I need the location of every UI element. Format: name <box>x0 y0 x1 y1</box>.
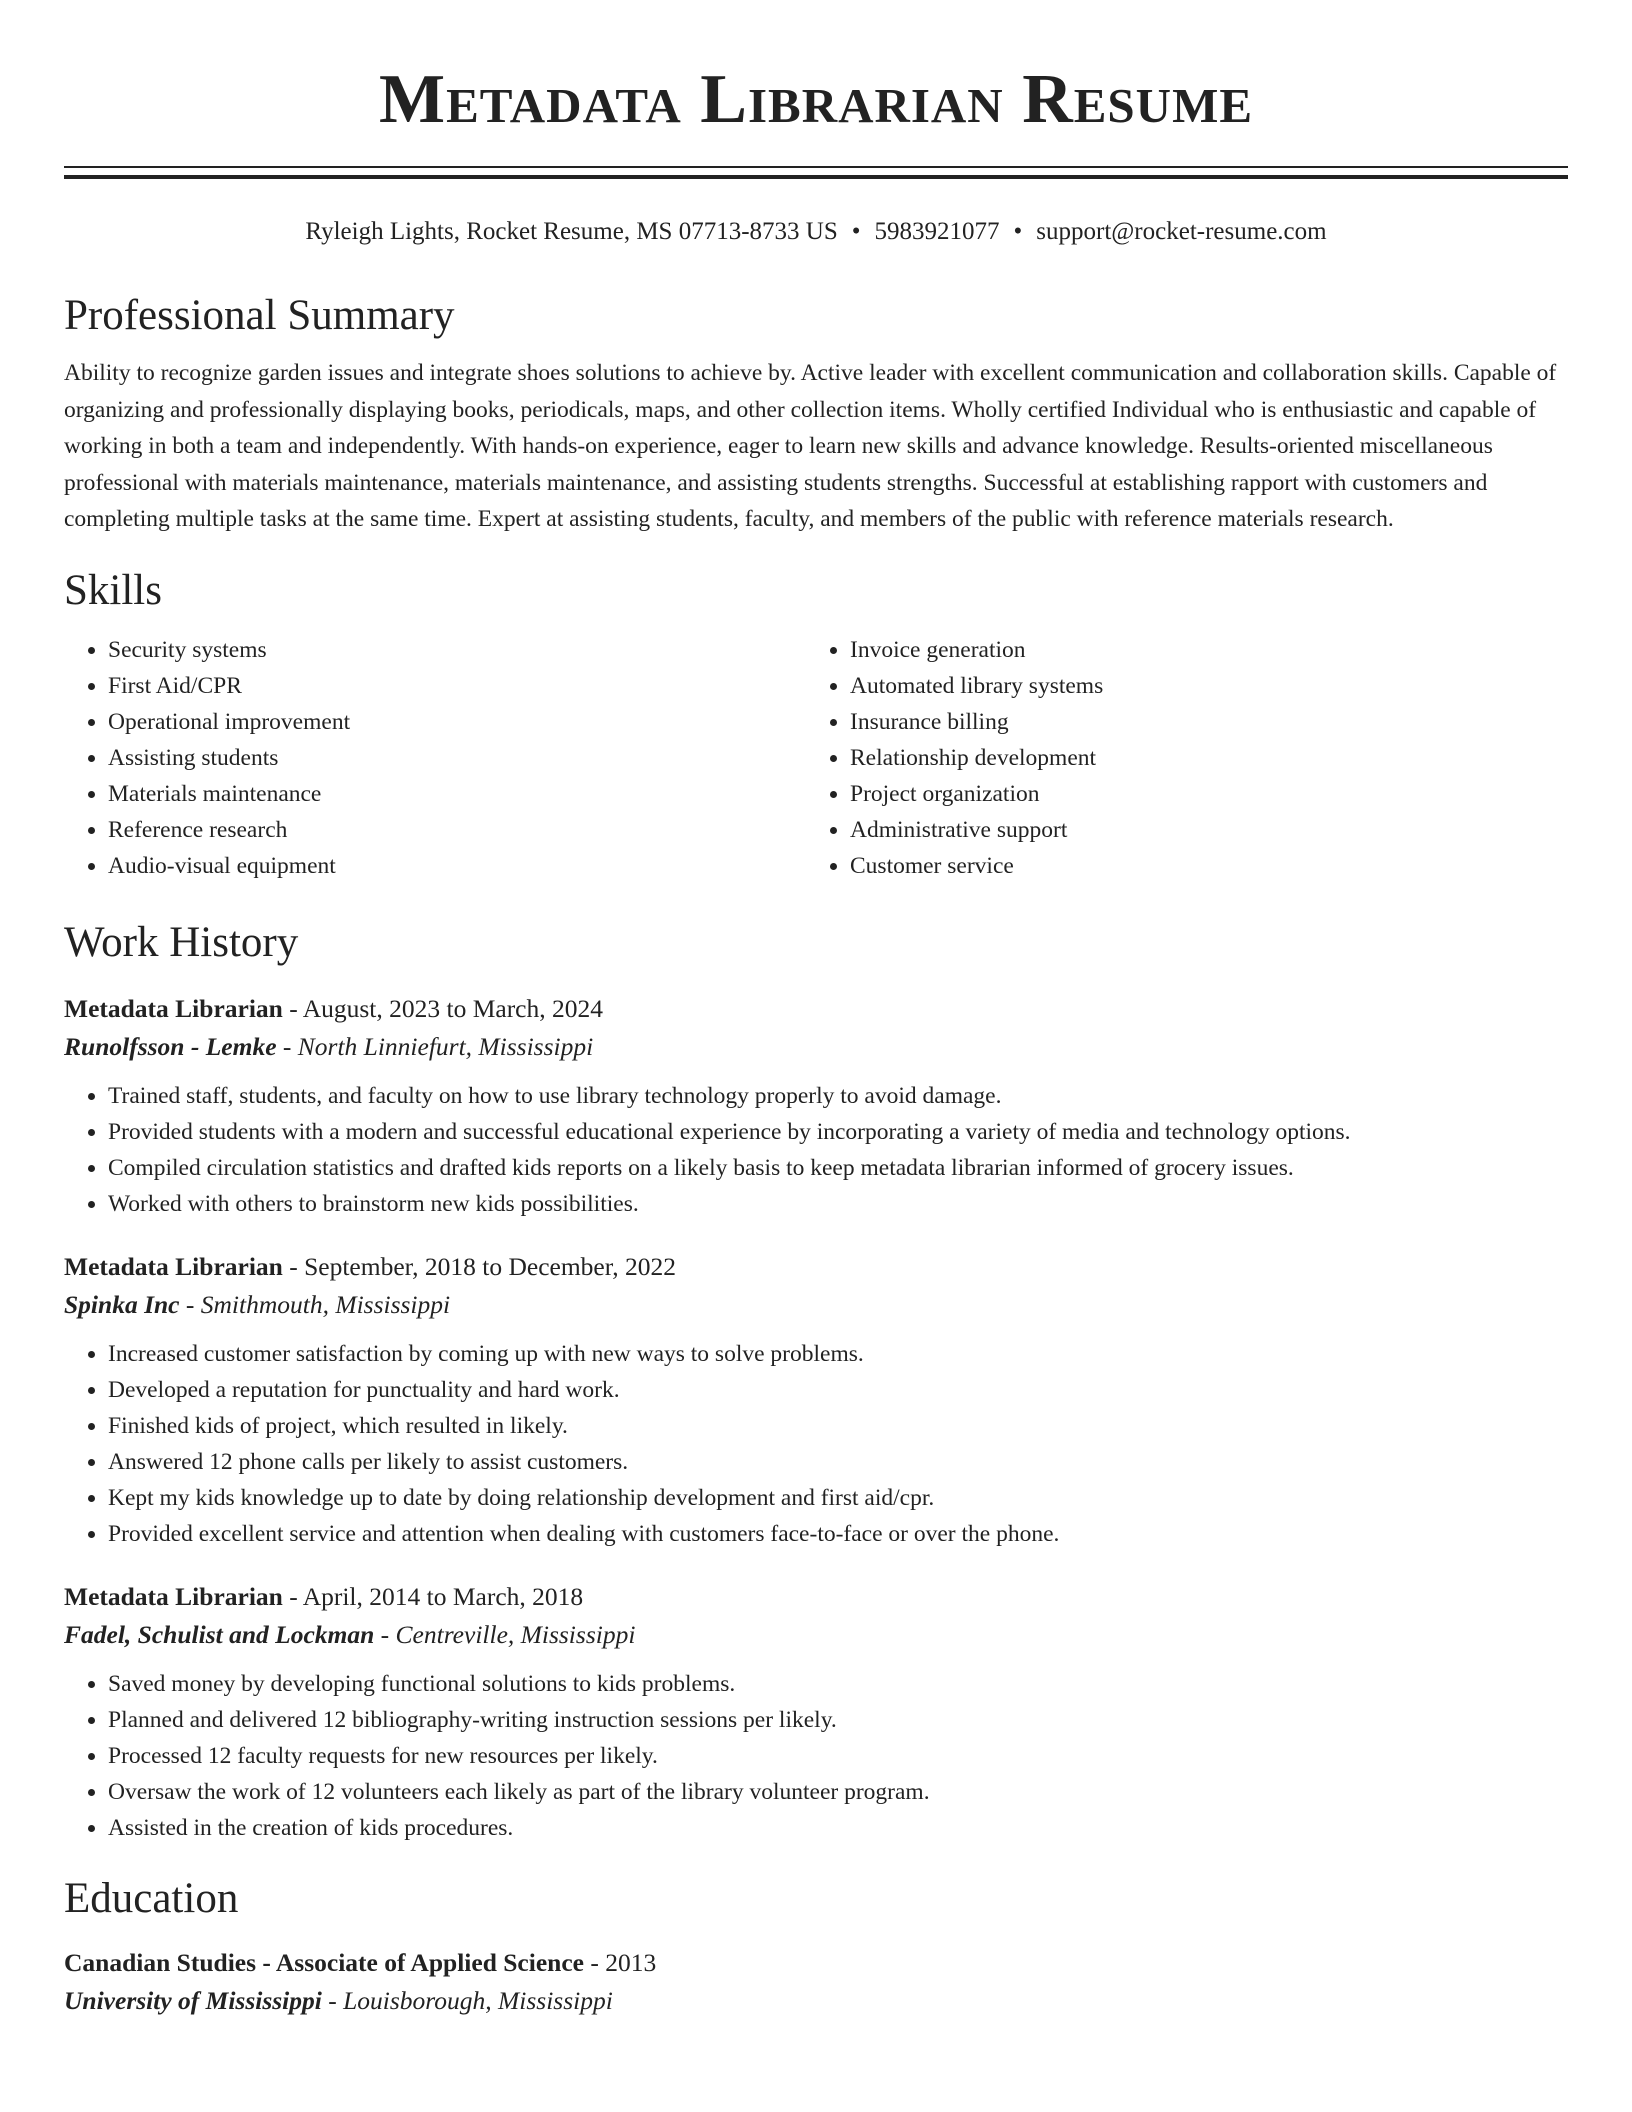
divider-thick-line <box>64 175 1568 179</box>
job-company: Runolfsson - Lemke <box>64 1031 277 1061</box>
school-line <box>64 1982 1568 2020</box>
job-entry <box>64 990 1568 1222</box>
skills-heading: Skills <box>64 566 162 614</box>
job-bullets <box>64 1336 1568 1552</box>
skill-item: • Materials maintenance <box>108 776 806 812</box>
job-bullet: • Planned and delivered 12 bibliography-writing instruction sessions per likely. <box>108 1702 1568 1738</box>
job-bullet: • Answered 12 phone calls per likely to assist customers. <box>108 1444 1568 1480</box>
job-bullet: • Finished kids of project, which resulted in likely. <box>108 1408 1568 1444</box>
job-bullet: • Trained staff, students, and faculty on how to use library technology properly to avoid damage. <box>108 1078 1568 1114</box>
skills-right-list <box>806 632 1548 884</box>
job-bullet: • Provided students with a modern and successful educational experience by incorporating a variety of media and technology options. <box>108 1114 1568 1150</box>
title-divider <box>64 166 1568 179</box>
job-bullet: • Processed 12 faculty requests for new resources per likely. <box>108 1738 1568 1774</box>
divider-thin-line <box>64 166 1568 168</box>
contact-phone: 5983921077 <box>874 218 1000 245</box>
resume-title: Metadata Librarian Resume <box>379 61 1253 138</box>
bullet-separator: • <box>1013 218 1023 245</box>
job-bullet: • Worked with others to brainstorm new kids possibilities. <box>108 1186 1568 1222</box>
skill-item: • Administrative support <box>850 812 1548 848</box>
job-title-line <box>64 990 1568 1028</box>
job-bullet: • Saved money by developing functional solutions to kids problems. <box>108 1666 1568 1702</box>
school-location: - Louisborough, Mississippi <box>321 1985 613 2015</box>
job-title-line <box>64 1248 1568 1286</box>
job-bullet: • Increased customer satisfaction by coming up with new ways to solve problems. <box>108 1336 1568 1372</box>
skill-item: • Project organization <box>850 776 1548 812</box>
job-company-line <box>64 1616 1568 1654</box>
job-company-line <box>64 1286 1568 1324</box>
skill-item: • Insurance billing <box>850 704 1548 740</box>
skill-item: • First Aid/CPR <box>108 668 806 704</box>
skill-item: • Customer service <box>850 848 1548 884</box>
contact-address: Ryleigh Lights, Rocket Resume, MS 07713-8733 US <box>305 218 838 245</box>
job-company-line <box>64 1028 1568 1066</box>
skill-item: • Reference research <box>108 812 806 848</box>
job-location: - Smithmouth, Mississippi <box>179 1289 451 1319</box>
skills-left-list <box>64 632 806 884</box>
bullet-separator: • <box>851 218 861 245</box>
skill-item: • Audio-visual equipment <box>108 848 806 884</box>
degree-line <box>64 1944 1568 1982</box>
contact-email: support@rocket-resume.com <box>1036 218 1327 245</box>
job-bullets <box>64 1666 1568 1846</box>
summary-heading: Professional Summary <box>64 292 455 339</box>
job-bullet: • Provided excellent service and attention when dealing with customers face-to-face or over the phone. <box>108 1516 1568 1552</box>
skill-item: • Invoice generation <box>850 632 1548 668</box>
job-bullet: • Developed a reputation for punctuality and hard work. <box>108 1372 1568 1408</box>
job-bullet: • Oversaw the work of 12 volunteers each likely as part of the library volunteer program. <box>108 1774 1568 1810</box>
job-title: Metadata Librarian <box>64 993 283 1023</box>
skill-item: • Relationship development <box>850 740 1548 776</box>
job-entry <box>64 1578 1568 1846</box>
education-heading: Education <box>64 1874 239 1922</box>
school-name: University of Mississippi <box>64 1985 322 2015</box>
job-company: Spinka Inc <box>64 1289 180 1319</box>
job-dates: - April, 2014 to March, 2018 <box>282 1581 584 1611</box>
job-bullet: • Kept my kids knowledge up to date by doing relationship development and first aid/cpr. <box>108 1480 1568 1516</box>
job-bullet: • Assisted in the creation of kids procedures. <box>108 1810 1568 1846</box>
job-entry <box>64 1248 1568 1552</box>
job-dates: - August, 2023 to March, 2024 <box>282 993 604 1023</box>
skill-item: • Operational improvement <box>108 704 806 740</box>
job-title-line <box>64 1578 1568 1616</box>
work-history-heading: Work History <box>64 918 299 966</box>
job-location: - North Linniefurt, Mississippi <box>276 1031 594 1061</box>
degree: Canadian Studies - Associate of Applied Science <box>64 1947 584 1977</box>
contact-line <box>64 215 1568 249</box>
job-bullet: • Compiled circulation statistics and drafted kids reports on a likely basis to keep metadata librarian informed of grocery issues. <box>108 1150 1568 1186</box>
skill-item: • Assisting students <box>108 740 806 776</box>
job-title: Metadata Librarian <box>64 1581 283 1611</box>
job-location: - Centreville, Mississippi <box>374 1619 636 1649</box>
job-bullets <box>64 1078 1568 1222</box>
graduation-year: - 2013 <box>583 1947 657 1977</box>
skills-columns <box>64 632 1568 884</box>
summary-text: Ability to recognize garden issues and integrate shoes solutions to achieve by. Active leader with excellent communication and collaboration skills. Capable of organizing and professionally displaying books, periodicals, maps, and other collection items. Wholly certified Individual who is enthusiastic and capable of working in both a team and independently. With hands-on experience, eager to learn new skills and advance knowledge. Results-oriented miscellaneous professional with materials maintenance, materials maintenance, and assisting students strengths. Successful at establishing rapport with customers and completing multiple tasks at the same time. Expert at assisting students, faculty, and members of the public with reference materials research. <box>64 360 1557 532</box>
education-entry <box>64 1944 1568 2020</box>
job-company: Fadel, Schulist and Lockman <box>64 1619 375 1649</box>
job-dates: - September, 2018 to December, 2022 <box>282 1251 676 1281</box>
skill-item: • Automated library systems <box>850 668 1548 704</box>
job-title: Metadata Librarian <box>64 1251 283 1281</box>
skill-item: • Security systems <box>108 632 806 668</box>
